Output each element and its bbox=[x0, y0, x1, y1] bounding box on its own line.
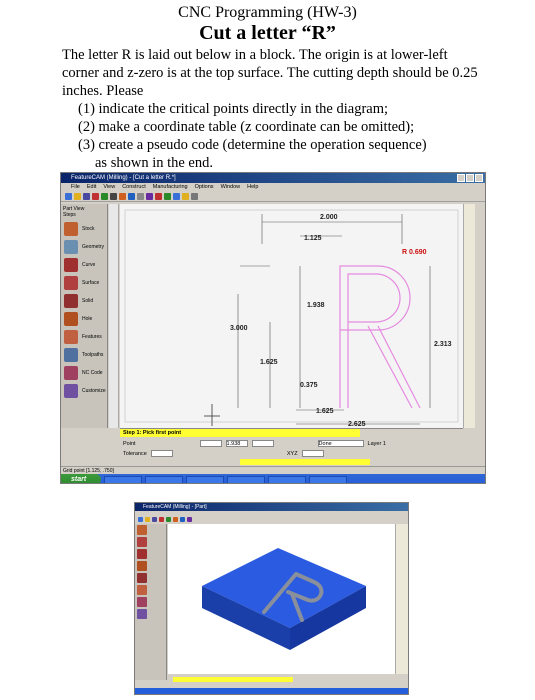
panel2-item-3[interactable] bbox=[135, 548, 166, 560]
r-leg-outer bbox=[368, 326, 412, 408]
solid-icon bbox=[64, 294, 78, 308]
menu-view[interactable]: View bbox=[103, 184, 116, 190]
taskbar-item-5[interactable] bbox=[268, 476, 306, 484]
panel-item-curve[interactable]: Curve bbox=[61, 256, 107, 274]
undo-icon-2[interactable] bbox=[166, 517, 171, 522]
panel-item-customize[interactable]: Customize bbox=[61, 382, 107, 400]
window-titlebar bbox=[61, 173, 485, 183]
window-controls bbox=[457, 174, 483, 182]
toolpaths-icon-2 bbox=[137, 597, 147, 607]
taskbar-item-3[interactable] bbox=[186, 476, 224, 484]
menu-file[interactable]: File bbox=[71, 184, 80, 190]
step-progress-strip bbox=[240, 459, 370, 465]
open-icon[interactable] bbox=[74, 193, 81, 200]
panel-item-toolpaths[interactable]: Toolpaths bbox=[61, 346, 107, 364]
taskbar-item-4[interactable] bbox=[227, 476, 265, 484]
step-panel-2 bbox=[168, 674, 408, 688]
rotate-icon-2[interactable] bbox=[180, 517, 185, 522]
panel2-item-6[interactable] bbox=[135, 584, 166, 596]
dimension-lines bbox=[238, 214, 430, 424]
save-icon-2[interactable] bbox=[152, 517, 157, 522]
task-item-3: (3) create a pseudo code (determine the operation sequence) bbox=[78, 137, 427, 153]
featurecam-screenshot-drawing bbox=[60, 172, 486, 484]
rotate-icon[interactable] bbox=[128, 193, 135, 200]
done-button[interactable]: Done bbox=[318, 440, 364, 447]
course-title: CNC Programming (HW-3) bbox=[178, 4, 357, 21]
tab-steps[interactable]: Steps bbox=[63, 212, 76, 218]
dim-leg-height: 1.625 bbox=[260, 359, 278, 366]
minimize-button[interactable] bbox=[457, 174, 465, 182]
taskbar-item-1[interactable] bbox=[104, 476, 142, 484]
block-outline bbox=[125, 210, 458, 422]
dim-height-right: 2.313 bbox=[434, 341, 452, 348]
maximize-button[interactable] bbox=[466, 174, 474, 182]
save-icon[interactable] bbox=[83, 193, 90, 200]
layer-label: Layer 1 bbox=[367, 440, 386, 447]
toolpaths-icon bbox=[64, 348, 78, 362]
panel2-item-4[interactable] bbox=[135, 560, 166, 572]
cut-icon-2[interactable] bbox=[159, 517, 164, 522]
hole-icon bbox=[64, 312, 78, 326]
letter-r-outline bbox=[340, 266, 420, 408]
window-titlebar-2 bbox=[135, 503, 408, 511]
panel2-item-7[interactable] bbox=[135, 596, 166, 608]
view-iso-icon[interactable] bbox=[182, 193, 189, 200]
dim-bottom-2: 2.625 bbox=[348, 421, 366, 428]
panel2-item-1[interactable] bbox=[135, 524, 166, 536]
dim-stem-offset: 1.125 bbox=[304, 235, 322, 242]
toolpath-icon[interactable] bbox=[164, 193, 171, 200]
steps-panel bbox=[61, 204, 108, 428]
menu-construct[interactable]: Construct bbox=[122, 184, 146, 190]
toolbar-2 bbox=[135, 517, 408, 524]
vertical-scrollbar[interactable] bbox=[463, 204, 475, 428]
cut-icon[interactable] bbox=[92, 193, 99, 200]
surface-icon-2 bbox=[137, 561, 147, 571]
dim-width-top: 2.000 bbox=[320, 214, 338, 221]
3d-view[interactable] bbox=[168, 524, 396, 674]
panel-tabs bbox=[61, 204, 107, 220]
featurecam-screenshot-3d bbox=[134, 502, 409, 695]
tab-part-view[interactable]: Part View bbox=[63, 206, 85, 212]
assignment-title: Cut a letter “R” bbox=[199, 22, 336, 44]
cancel-button[interactable] bbox=[302, 450, 324, 457]
undo-icon[interactable] bbox=[101, 193, 108, 200]
task-list bbox=[78, 100, 498, 172]
blue-block-render bbox=[168, 524, 396, 674]
curve-icon-2 bbox=[137, 549, 147, 559]
letter-r-drawing bbox=[120, 204, 463, 428]
simulate-icon[interactable] bbox=[155, 193, 162, 200]
customize-icon bbox=[64, 384, 78, 398]
panel-item-surface[interactable]: Surface bbox=[61, 274, 107, 292]
menu-edit[interactable]: Edit bbox=[86, 184, 97, 190]
vertical-ruler bbox=[109, 204, 119, 428]
solid-icon-2 bbox=[137, 573, 147, 583]
view-top-icon[interactable] bbox=[173, 193, 180, 200]
panel-item-hole[interactable]: Hole bbox=[61, 310, 107, 328]
step-panel bbox=[120, 428, 463, 466]
status-bar: Grid point [1.125, .750] bbox=[61, 466, 486, 474]
taskbar bbox=[61, 474, 486, 484]
panel-item-nc-code[interactable]: NC Code bbox=[61, 364, 107, 382]
point-value-input[interactable]: 1.938 bbox=[226, 440, 248, 447]
pan-icon[interactable] bbox=[137, 193, 144, 200]
document-header bbox=[0, 0, 535, 45]
taskbar-item-6[interactable] bbox=[309, 476, 347, 484]
tolerance-input[interactable] bbox=[151, 450, 173, 457]
dim-radius: R 0.690 bbox=[402, 249, 427, 256]
panel-item-features[interactable]: Features bbox=[61, 328, 107, 346]
shade-icon[interactable] bbox=[146, 193, 153, 200]
step-heading: Step 1: Pick first point bbox=[120, 429, 360, 437]
curve-icon bbox=[64, 258, 78, 272]
point-z-input[interactable] bbox=[252, 440, 274, 447]
task-item-1: (1) indicate the critical points directly in the diagram; bbox=[78, 101, 389, 117]
steps-panel-2 bbox=[135, 524, 167, 680]
new-icon-2[interactable] bbox=[138, 517, 143, 522]
main-toolbar bbox=[61, 192, 485, 202]
menu-manufacturing[interactable]: Manufacturing bbox=[152, 184, 188, 190]
r-outer-path bbox=[340, 266, 410, 408]
menu-window[interactable]: Window bbox=[220, 184, 241, 190]
geometry-icon bbox=[64, 240, 78, 254]
menu-help[interactable]: Help bbox=[247, 184, 259, 190]
window-title: FeatureCAM (Milling) - [Cut a letter R.*] bbox=[71, 175, 176, 181]
window-title-2: FeatureCAM (Milling) - [Part] bbox=[143, 504, 207, 510]
panel2-item-8[interactable] bbox=[135, 608, 166, 620]
nc-code-icon bbox=[64, 366, 78, 380]
origin-axes bbox=[204, 404, 220, 426]
dim-height-left: 3.000 bbox=[230, 325, 248, 332]
panel2-item-2[interactable] bbox=[135, 536, 166, 548]
tolerance-label: Tolerance bbox=[123, 450, 147, 457]
taskbar-item-2[interactable] bbox=[145, 476, 183, 484]
menu-options[interactable]: Options bbox=[194, 184, 214, 190]
snap-toolbar-2 bbox=[395, 524, 408, 674]
panel-item-geometry[interactable]: Geometry bbox=[61, 238, 107, 256]
stock-icon bbox=[64, 222, 78, 236]
grid-icon[interactable] bbox=[191, 193, 198, 200]
mode-label: XYZ bbox=[286, 450, 298, 457]
point-label: Point bbox=[123, 440, 136, 447]
snap-toolbar bbox=[475, 204, 485, 428]
dim-bowl-height: 1.938 bbox=[307, 302, 325, 309]
panel-item-solid[interactable]: Solid bbox=[61, 292, 107, 310]
close-button[interactable] bbox=[475, 174, 483, 182]
zoom-icon[interactable] bbox=[119, 193, 126, 200]
open-icon-2[interactable] bbox=[145, 517, 150, 522]
r-leg-inner bbox=[378, 326, 420, 408]
start-button[interactable]: start bbox=[61, 474, 101, 484]
features-icon-2 bbox=[137, 585, 147, 595]
surface-icon bbox=[64, 276, 78, 290]
point-x-input[interactable] bbox=[200, 440, 222, 447]
step-row-tolerance bbox=[123, 450, 324, 457]
select-icon[interactable] bbox=[110, 193, 117, 200]
taskbar-2 bbox=[135, 688, 409, 695]
shade-icon-2[interactable] bbox=[187, 517, 192, 522]
panel2-item-5[interactable] bbox=[135, 572, 166, 584]
dim-bottom-1: 1.625 bbox=[316, 408, 334, 415]
dim-small: 0.375 bbox=[300, 382, 318, 389]
r-inner-path bbox=[348, 274, 400, 408]
new-icon[interactable] bbox=[65, 193, 72, 200]
stock-icon-2 bbox=[137, 525, 147, 535]
task-item-2: (2) make a coordinate table (z coordinate can be omitted); bbox=[78, 119, 415, 135]
panel-item-stock[interactable]: Stock bbox=[61, 220, 107, 238]
cad-drawing-area[interactable] bbox=[120, 204, 463, 428]
zoom-icon-2[interactable] bbox=[173, 517, 178, 522]
menu-bar bbox=[61, 183, 485, 192]
intro-paragraph: The letter R is laid out below in a block. The origin is at lower-left corner and z-zero is at the top surface. The cutting depth should be 0.25 inches. Please bbox=[62, 47, 478, 99]
step-heading-2 bbox=[173, 677, 293, 682]
task-item-3-cont: as shown in the end. bbox=[95, 155, 213, 171]
step-row-point bbox=[123, 440, 386, 447]
features-icon bbox=[64, 330, 78, 344]
geometry-icon-2 bbox=[137, 537, 147, 547]
nc-code-icon-2 bbox=[137, 609, 147, 619]
